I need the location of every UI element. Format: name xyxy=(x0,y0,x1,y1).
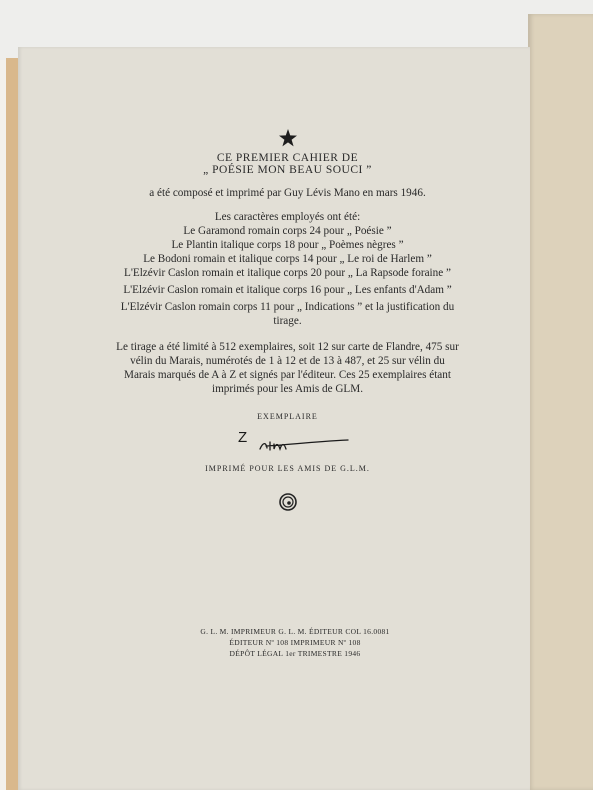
imprint-line: G. L. M. IMPRIMEUR G. L. M. ÉDITEUR COL 16.0081 xyxy=(200,627,390,636)
font-line: Le Plantin italique corps 18 pour „ Poèmes nègres ” xyxy=(171,239,404,251)
imprint xyxy=(130,626,460,659)
title-line-2: „ POÉSIE MON BEAU SOUCI ” xyxy=(203,164,372,176)
star-icon xyxy=(278,128,298,148)
fonts-block xyxy=(115,210,460,328)
facing-page xyxy=(528,14,593,790)
font-line: L'Elzévir Caslon romain et italique corps 20 pour „ La Rapsode foraine ” xyxy=(124,267,451,279)
imprint-line: ÉDITEUR Nº 108 IMPRIMEUR Nº 108 xyxy=(229,638,361,647)
imprint-line: DÉPÔT LÉGAL 1er TRIMESTRE 1946 xyxy=(229,649,361,658)
font-line: L'Elzévir Caslon romain corps 11 pour „ Indications ” et la justification du tirage. xyxy=(120,301,455,327)
signature xyxy=(218,428,358,454)
colophon xyxy=(115,128,460,512)
font-line: Le Bodoni romain et italique corps 14 pour „ Le roi de Harlem ” xyxy=(143,253,432,265)
title-line-1: CE PREMIER CAHIER DE xyxy=(216,152,359,164)
glm-logo-icon xyxy=(278,492,298,512)
printed-for-line: IMPRIMÉ POUR LES AMIS DE G.L.M. xyxy=(205,464,370,473)
exemplaire-mark: Z xyxy=(237,429,247,446)
exemplaire-label: EXEMPLAIRE xyxy=(257,412,318,421)
edition-paragraph: Le tirage a été limité à 512 exemplaires, soit 12 sur carte de Flandre, 475 sur vélin du Marais, numérotés de 1 à 12 et de 13 à 487, et 25 sur vélin du Marais marqués de A à Z et signés par l'éditeur. Ces 25 exemplaires étant imprimés pour les Amis de GLM. xyxy=(116,341,459,395)
composed-line: a été composé et imprimé par Guy Lévis Mano en mars 1946. xyxy=(149,187,426,199)
font-line: Le Garamond romain corps 24 pour „ Poésie ” xyxy=(183,225,392,237)
font-line: L'Elzévir Caslon romain et italique corps 16 pour „ Les enfants d'Adam ” xyxy=(123,284,452,296)
fonts-intro: Les caractères employés ont été: xyxy=(214,211,361,223)
